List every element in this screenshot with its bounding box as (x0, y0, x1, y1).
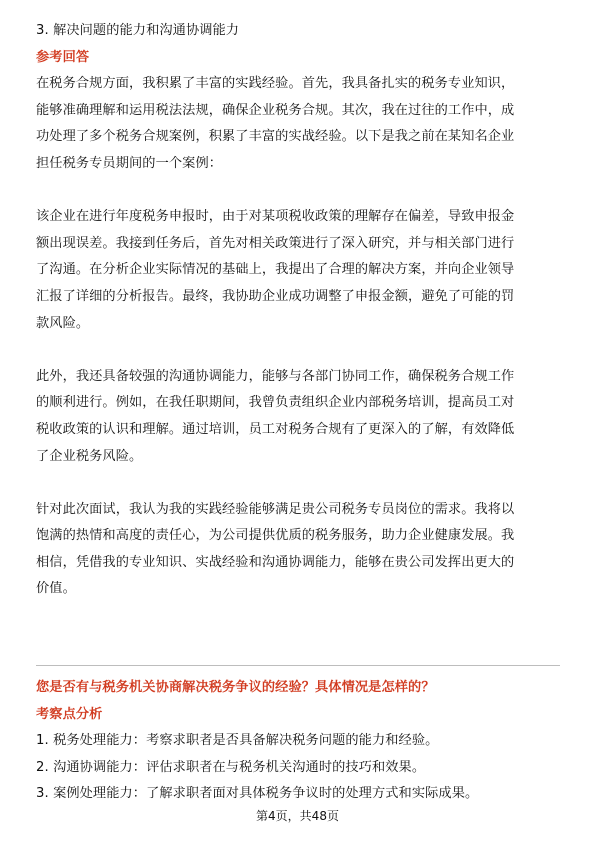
paragraph-line: 了沟通。在分析企业实际情况的基础上，我提出了合理的解决方案，并向企业领导 (36, 262, 515, 278)
paragraph-line: 的顺利进行。例如，在我任职期间，我曾负责组织企业内部税务培训，提高员工对 (36, 395, 515, 411)
paragraph-line: 了企业税务风险。 (36, 448, 143, 464)
section-divider (36, 665, 560, 666)
question-section (36, 675, 560, 808)
answer-section (36, 18, 560, 603)
analysis-label: 考察点分析 (36, 706, 103, 722)
paragraph-line: 在税务合规方面，我积累了丰富的实践经验。首先，我具备扎实的税务专业知识， (36, 76, 515, 92)
paragraph-gap (36, 470, 560, 497)
paragraph-line: 功处理了多个税务合规案例，积累了丰富的实战经验。以下是我之前在某知名企业 (36, 129, 515, 145)
paragraph-gap (36, 178, 560, 205)
paragraph-line: 此外，我还具备较强的沟通协调能力，能够与各部门协同工作，确保税务合规工作 (36, 368, 515, 384)
answer-paragraph-2 (36, 204, 560, 337)
answer-paragraph-3 (36, 364, 560, 470)
paragraph-line: 相信，凭借我的专业知识、实战经验和沟通协调能力，能够在贵公司发挥出更大的 (36, 554, 515, 570)
question-title: 您是否有与税务机关协商解决税务争议的经验？具体情况是怎样的？ (36, 680, 435, 695)
page-number: 第4页，共48页 (256, 809, 339, 823)
answer-label: 参考回答 (36, 49, 90, 65)
paragraph-line: 额出现误差。我接到任务后，首先对相关政策进行了深入研究，并与相关部门进行 (36, 235, 515, 251)
paragraph-line: 税收政策的认识和理解。通过培训，员工对税务合规有了更深入的了解，有效降低 (36, 421, 515, 437)
paragraph-line: 价值。 (36, 581, 76, 597)
paragraph-line: 汇报了详细的分析报告。最终，我协助企业成功调整了申报金额，避免了可能的罚 (36, 288, 515, 304)
paragraph-line: 饱满的热情和高度的责任心，为公司提供优质的税务服务，助力企业健康发展。我 (36, 528, 515, 544)
analysis-item: 2. 沟通协调能力：评估求职者在与税务机关沟通时的技巧和效果。 (36, 759, 426, 775)
paragraph-gap (36, 337, 560, 364)
paragraph-line: 担任税务专员期间的一个案例： (36, 155, 223, 171)
paragraph-line: 款风险。 (36, 315, 90, 331)
answer-paragraph-1 (36, 71, 560, 177)
paragraph-line: 能够准确理解和运用税法法规，确保企业税务合规。其次，我在过往的工作中，成 (36, 102, 515, 118)
paragraph-line: 该企业在进行年度税务申报时，由于对某项税收政策的理解存在偏差，导致申报金 (36, 209, 515, 225)
analysis-item: 1. 税务处理能力：考察求职者是否具备解决税务问题的能力和经验。 (36, 733, 439, 749)
analysis-item: 3. 案例处理能力：了解求职者面对具体税务争议时的处理方式和实际成果。 (36, 786, 479, 802)
section-heading: 3. 解决问题的能力和沟通协调能力 (36, 23, 240, 38)
answer-paragraph-4 (36, 497, 560, 603)
paragraph-line: 针对此次面试，我认为我的实践经验能够满足贵公司税务专员岗位的需求。我将以 (36, 501, 515, 517)
